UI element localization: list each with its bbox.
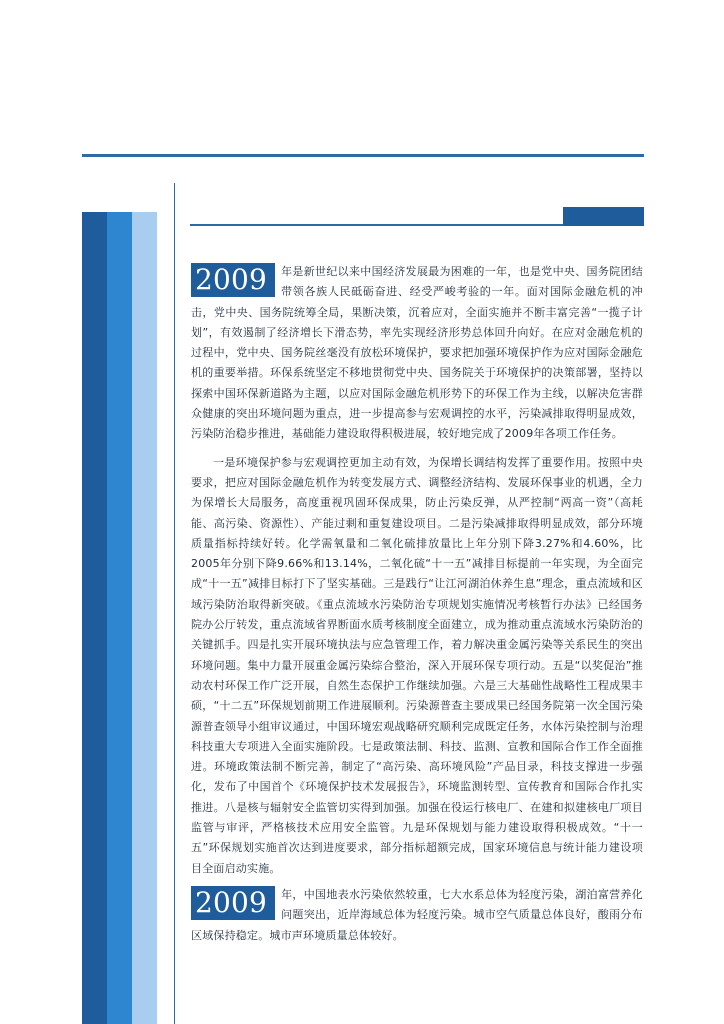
sidebar-stripe-mid [107,212,132,1024]
summary-paragraph [191,885,643,946]
sidebar-stripe-light [132,212,157,1024]
intro-text: 年是新世纪以来中国经济发展最为困难的一年，也是党中央、国务院团结带领各族人民砥砺奋进、经受严峻考验的一年。面对国际金融危机的冲击，党中央、国务院统筹全局，果断决策，沉着应对，全面实施并不断丰富完善“一揽子计划”，有效遏制了经济增长下滑态势，率先实现经济形势总体回升向好。在应对金融危机的过程中，党中央、国务院丝毫没有放松环境保护，要求把加强环境保护作为应对国际金融危机的重要举措。环保系统坚定不移地贯彻党中央、国务院关于环境保护的决策部署，坚持以探索中国环保新道路为主题，以应对国际金融危机形势下的环保工作为主线，以解决危害群众健康的突出环境问题为重点，进一步提高参与宏观调控的水平，污染减排取得明显成效，污染防治稳步推进，基础能力建设取得积极进展，较好地完成了2009年各项工作任务。 [191,265,643,441]
year-badge: 2009 [191,263,275,297]
sidebar-stripe-dark [82,212,107,1024]
vertical-rule [174,183,175,1024]
header-block [563,207,644,226]
year-badge: 2009 [191,886,275,920]
summary-text: 年，中国地表水污染依然较重，七大水系总体为轻度污染，湖泊富营养化问题突出，近岸海域总体为轻度污染。城市空气质量总体良好，酸雨分布区域保持稳定。城市声环境质量总体较好。 [191,887,643,942]
article-body [191,262,643,946]
top-rule [82,154,644,157]
body-paragraph: 一是环境保护参与宏观调控更加主动有效，为保增长调结构发挥了重要作用。按照中央要求，把应对国际金融危机作为转变发展方式、调整经济结构、发展环保事业的机遇，全力为保增长大局服务，高度重视巩固环保成果，防止污染反弹，从严控制“两高一资”（高耗能、高污染、资源性）、产能过剩和重复建设项目。二是污染减排取得明显成效，部分环境质量指标持续好转。化学需氧量和二氧化硫排放量比上年分别下降3.27%和4.60%，比2005年分别下降9.66%和13.14%，二氧化硫“十一五”减排目标提前一年实现，为全面完成“十一五”减排目标打下了坚实基础。三是践行“让江河湖泊休养生息”理念，重点流域和区域污染防治取得新突破。《重点流域水污染防治专项规划实施情况考核暂行办法》已经国务院办公厅转发，重点流域省界断面水质考核制度全面建立，成为推动重点流域水污染防治的关键抓手。四是扎实开展环境执法与应急管理工作，着力解决重金属污染等关系民生的突出环境问题。集中力量开展重金属污染综合整治，深入开展环保专项行动。五是“以奖促治”推动农村环保工作广泛开展，自然生态保护工作继续加强。六是三大基础性战略性工程成果丰硕，“十二五”环保规划前期工作进展顺利。污染源普查主要成果已经国务院第一次全国污染源普查领导小组审议通过，中国环境宏观战略研究顺利完成既定任务，水体污染控制与治理科技重大专项进入全面实施阶段。七是政策法制、科技、监测、宣教和国际合作工作全面推进。环境政策法制不断完善，制定了“高污染、高环境风险”产品目录，科技支撑进一步强化，发布了中国首个《环境保护技术发展报告》，环境监测转型、宣传教育和国际合作扎实推进。八是核与辐射安全监管切实得到加强。加强在役运行核电厂、在建和拟建核电厂项目监管与审评，严格核技术应用安全监管。九是环保规划与能力建设取得积极成效。“十一五”环保规划实施首次达到进度要求，部分指标超额完成，国家环境信息与统计能力建设项目全面启动实施。 [191,455,643,875]
intro-paragraph [191,262,643,445]
